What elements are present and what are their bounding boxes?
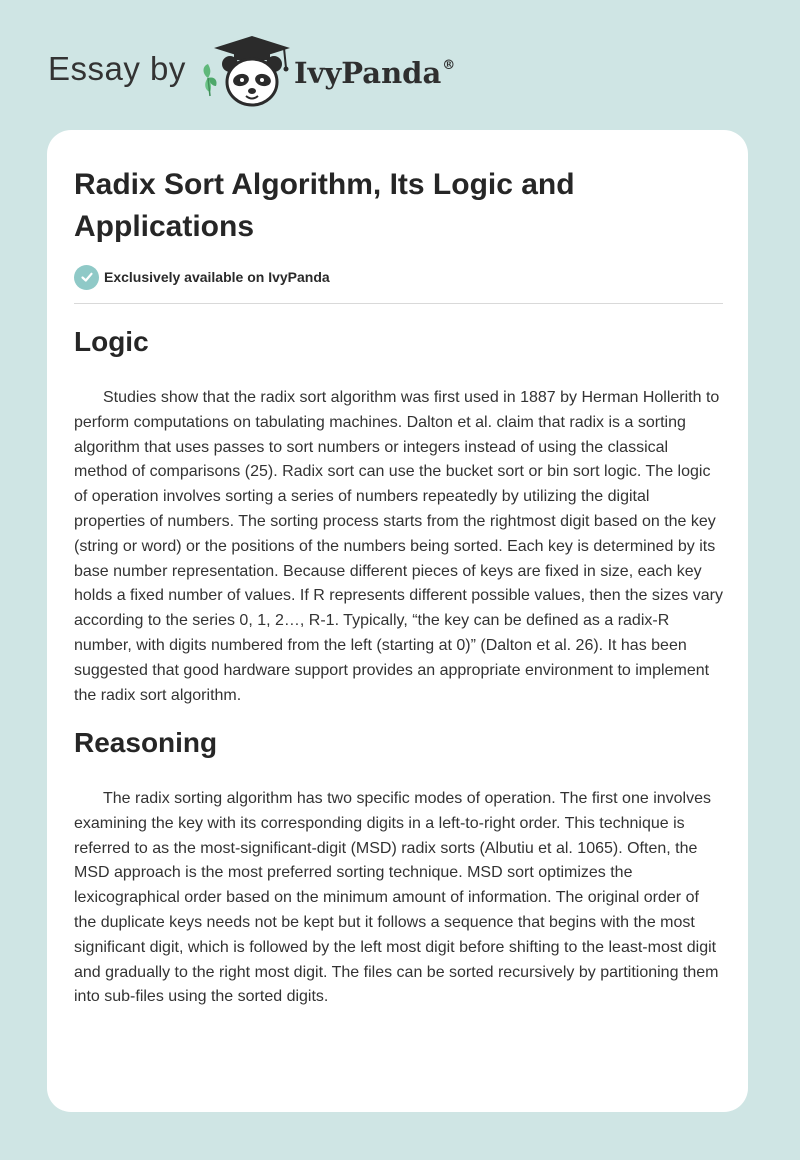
article-card <box>47 130 748 1112</box>
section-heading-reasoning: Reasoning <box>74 727 218 758</box>
ivy-leaf-icon <box>204 64 217 96</box>
divider <box>74 303 723 304</box>
section-body-logic: Studies show that the radix sort algorithm was first used in 1887 by Herman Hollerith to perform computations on tabulating machines. Dalton et al. claim that radix is a sorting algorithm that uses passes to sort numbers or integers instead of using the classical method of comparisons (25). Radix sort can use the bucket sort or bin sort logic. The logic of operation involves sorting a series of numbers repeatedly by utilizing the digital properties of numbers. The sorting process starts from the rightmost digit based on the key (string or word) or the positions of the numbers being sorted. Each key is determined by its base number representation. Because different pieces of keys are fixed in size, each key holds a fixed number of values. If R represents different possible values, then the sizes vary according to the series 0, 1, 2…, R-1. Typically, “the key can be defined as a radix-R number, with digits numbered from the left (starting at 0)” (Dalton et al. 26). It has been suggested that good hardware support provides an appropriate environment to implement the radix sort algorithm. <box>74 389 723 704</box>
page-title: Radix Sort Algorithm, Its Logic and Applications <box>74 168 575 243</box>
badge-text: Exclusively available on IvyPanda <box>104 269 330 285</box>
site-header <box>48 34 508 114</box>
panda-logo-icon[interactable] <box>200 34 296 110</box>
check-icon <box>74 265 99 290</box>
section-heading-logic: Logic <box>74 326 149 357</box>
section-body-reasoning: The radix sorting algorithm has two specific modes of operation. The first one involves examining the key with its corresponding digits in a left-to-right order. This technique is referred to as the most-significant-digit (MSD) radix sorts (Albutiu et al. 1065). Often, the MSD approach is the most preferred sorting technique. MSD sort optimizes the lexicographical order based on the minimum amount of information. The original order of the duplicate keys needs not be kept but it follows a sequence that begins with the most significant digit, which is followed by the left most digit before shifting to the least-most digit and gradually to the right most digit. The files can be sorted recursively by partitioning them into sub-files using the sorted digits. <box>74 790 719 1006</box>
brand-name[interactable]: IvyPanda® <box>294 56 456 90</box>
essay-by-label: Essay by <box>48 50 186 87</box>
exclusive-badge <box>74 264 330 290</box>
registered-mark: ® <box>442 58 456 73</box>
